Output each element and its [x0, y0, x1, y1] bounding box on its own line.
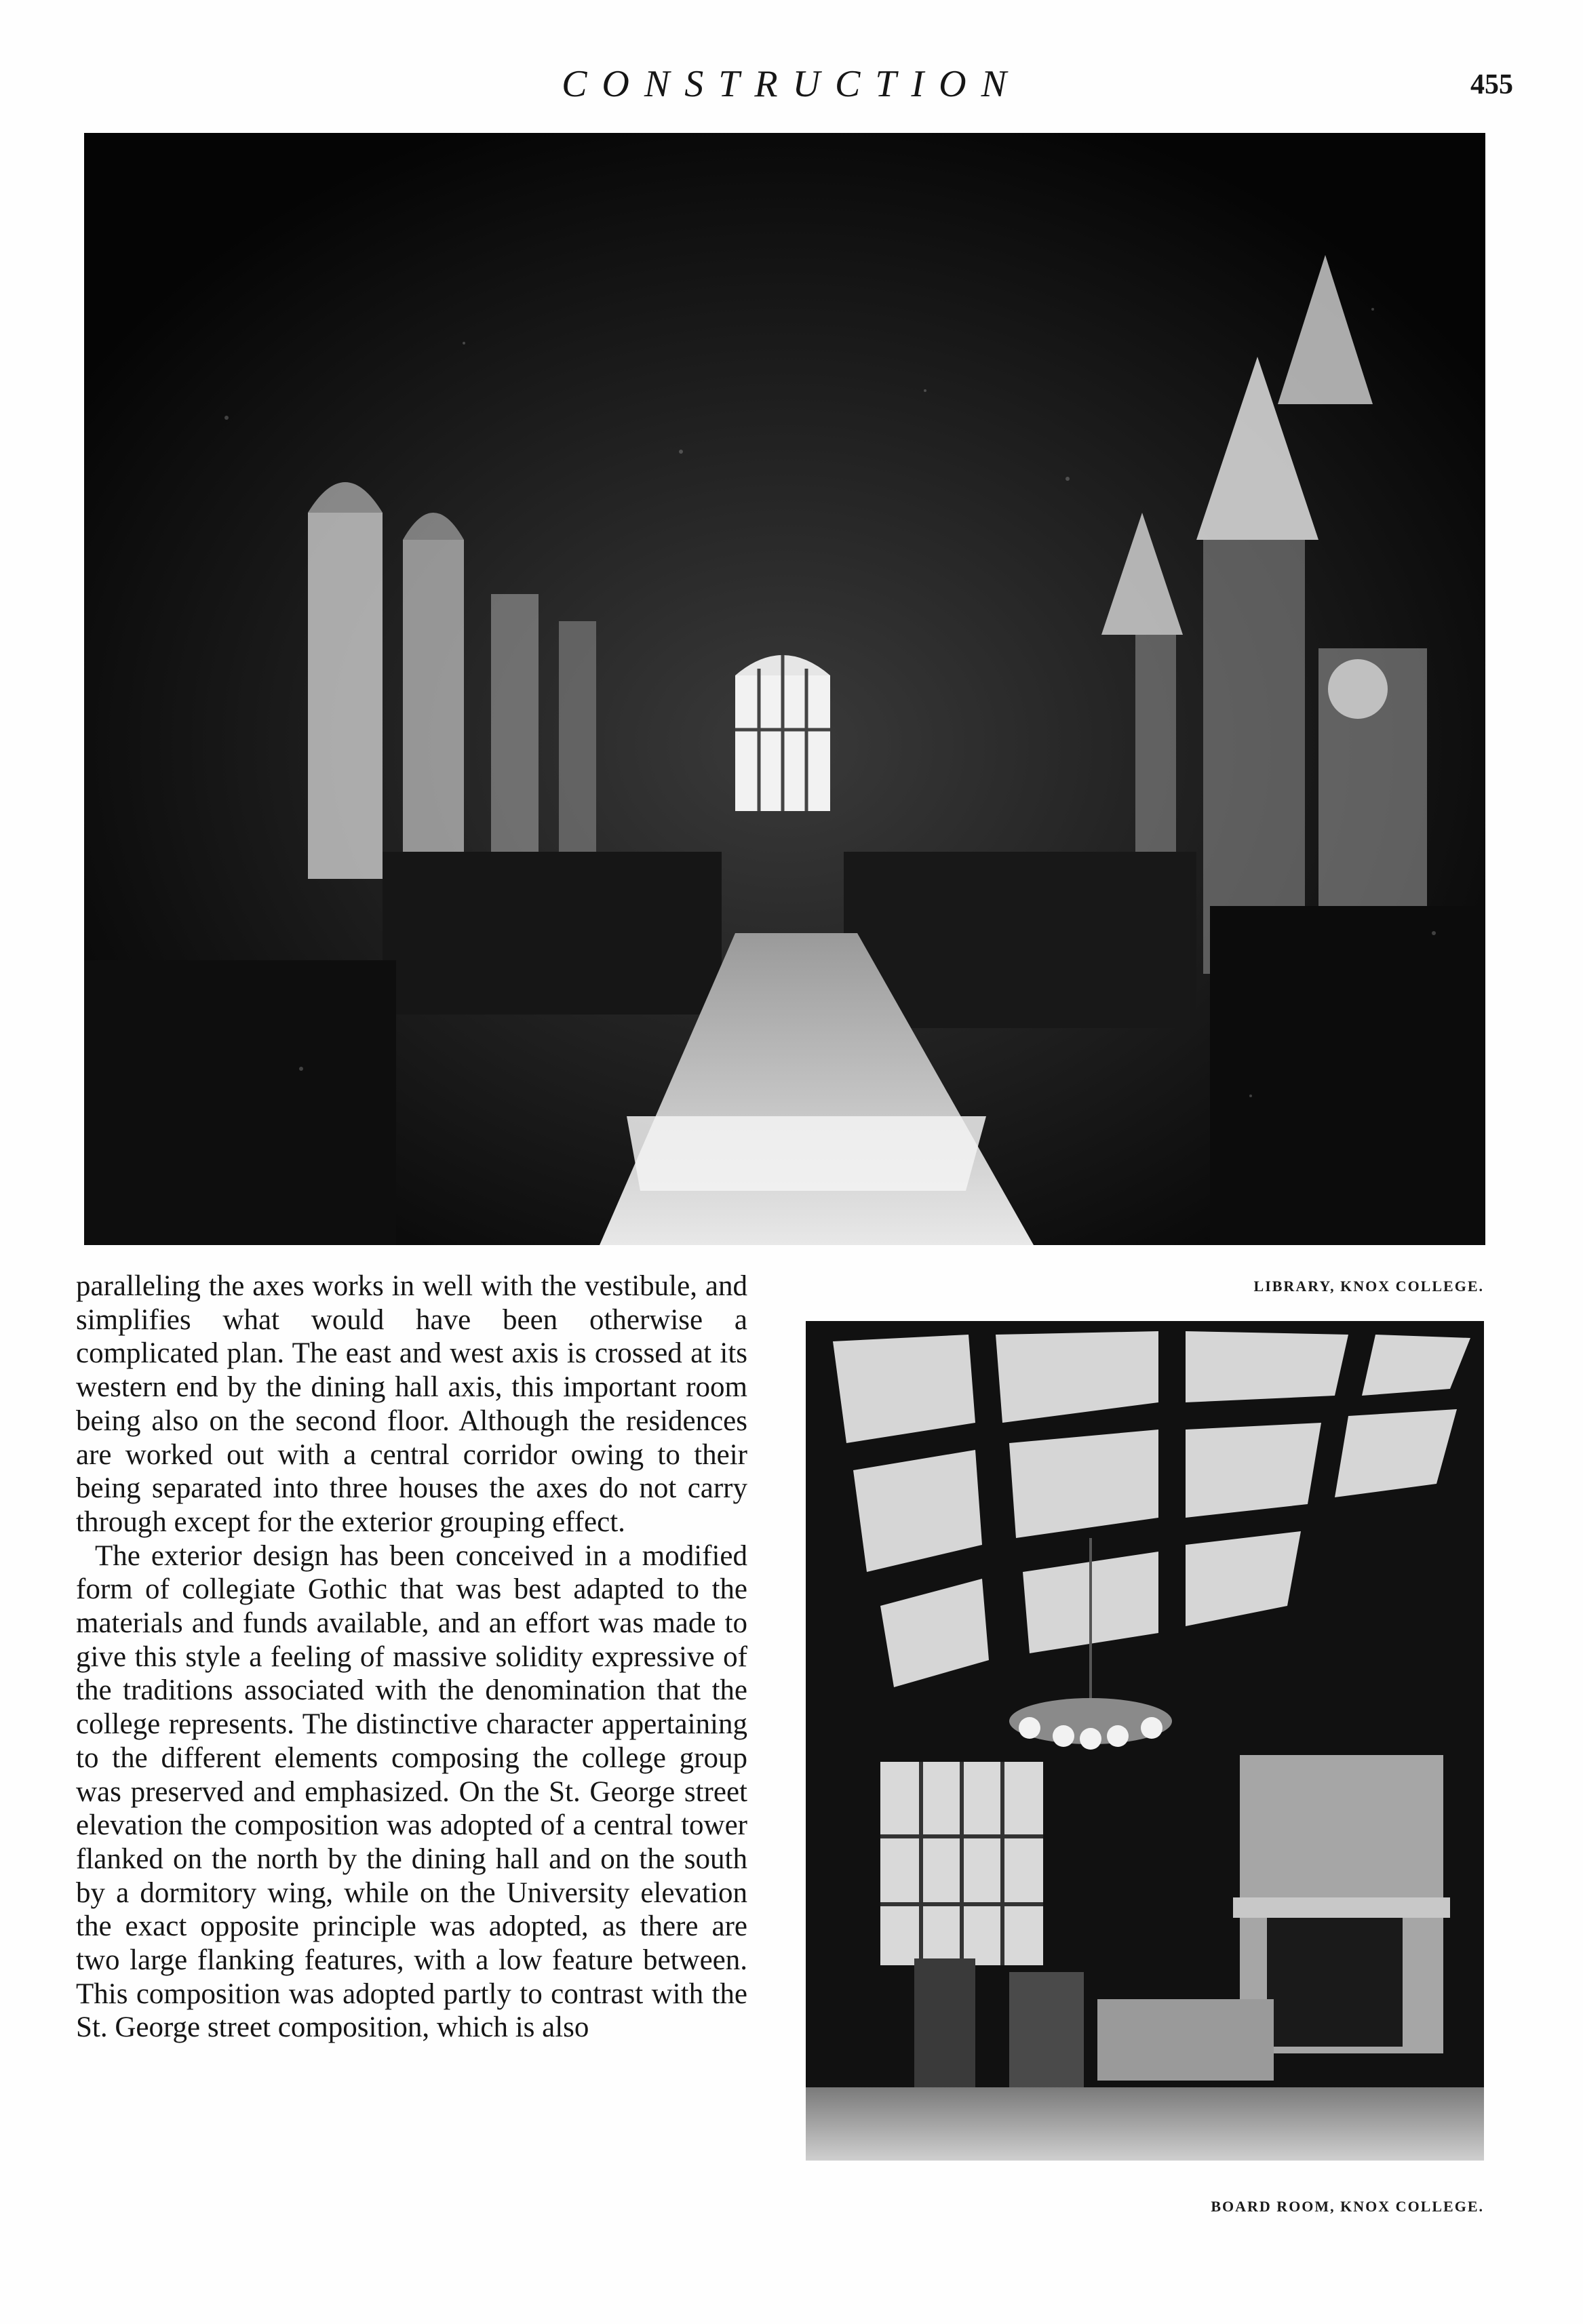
library-photograph-image: [84, 133, 1485, 1245]
body-paragraph-1: paralleling the axes works in well with the vestibule, and simplifies what would have been otherwise a complicated plan. The east and west axis is crossed at its western end by the dining hall axis, this important room being also on the second floor. Although the residences are worked out with a central corridor owing to their being separated into three houses the axes do not carry through except for the exterior grouping effect.: [76, 1270, 747, 1538]
board-room-photograph: [806, 1321, 1484, 2161]
library-photograph: [84, 133, 1485, 1245]
board-room-photograph-image: [806, 1321, 1484, 2161]
article-body: [76, 1269, 747, 2045]
body-paragraph-2: The exterior design has been conceived in a modified form of collegiate Gothic that was best adapted to the materials and funds available, and an effort was made to give this style a feeling of massive solidity expressive of the traditions associated with the denomination that the college represents. The distinctive character appertaining to the different elements composing the college group was preserved and emphasized. On the St. George street elevation the composition was adopted of a central tower flanked on the north by the dining hall and on the south by a dormitory wing, while on the University elevation the exact opposite principle was adopted, as there are two large flanking features, with a low feature between. This composition was adopted partly to contrast with the St. George street composition, which is also: [76, 1539, 747, 2044]
running-head-title: CONSTRUCTION: [562, 63, 1021, 105]
page-number: 455: [1470, 69, 1513, 100]
board-room-caption: BOARD ROOM, KNOX COLLEGE.: [1211, 2198, 1484, 2215]
library-caption: LIBRARY, KNOX COLLEGE.: [1253, 1278, 1484, 1295]
